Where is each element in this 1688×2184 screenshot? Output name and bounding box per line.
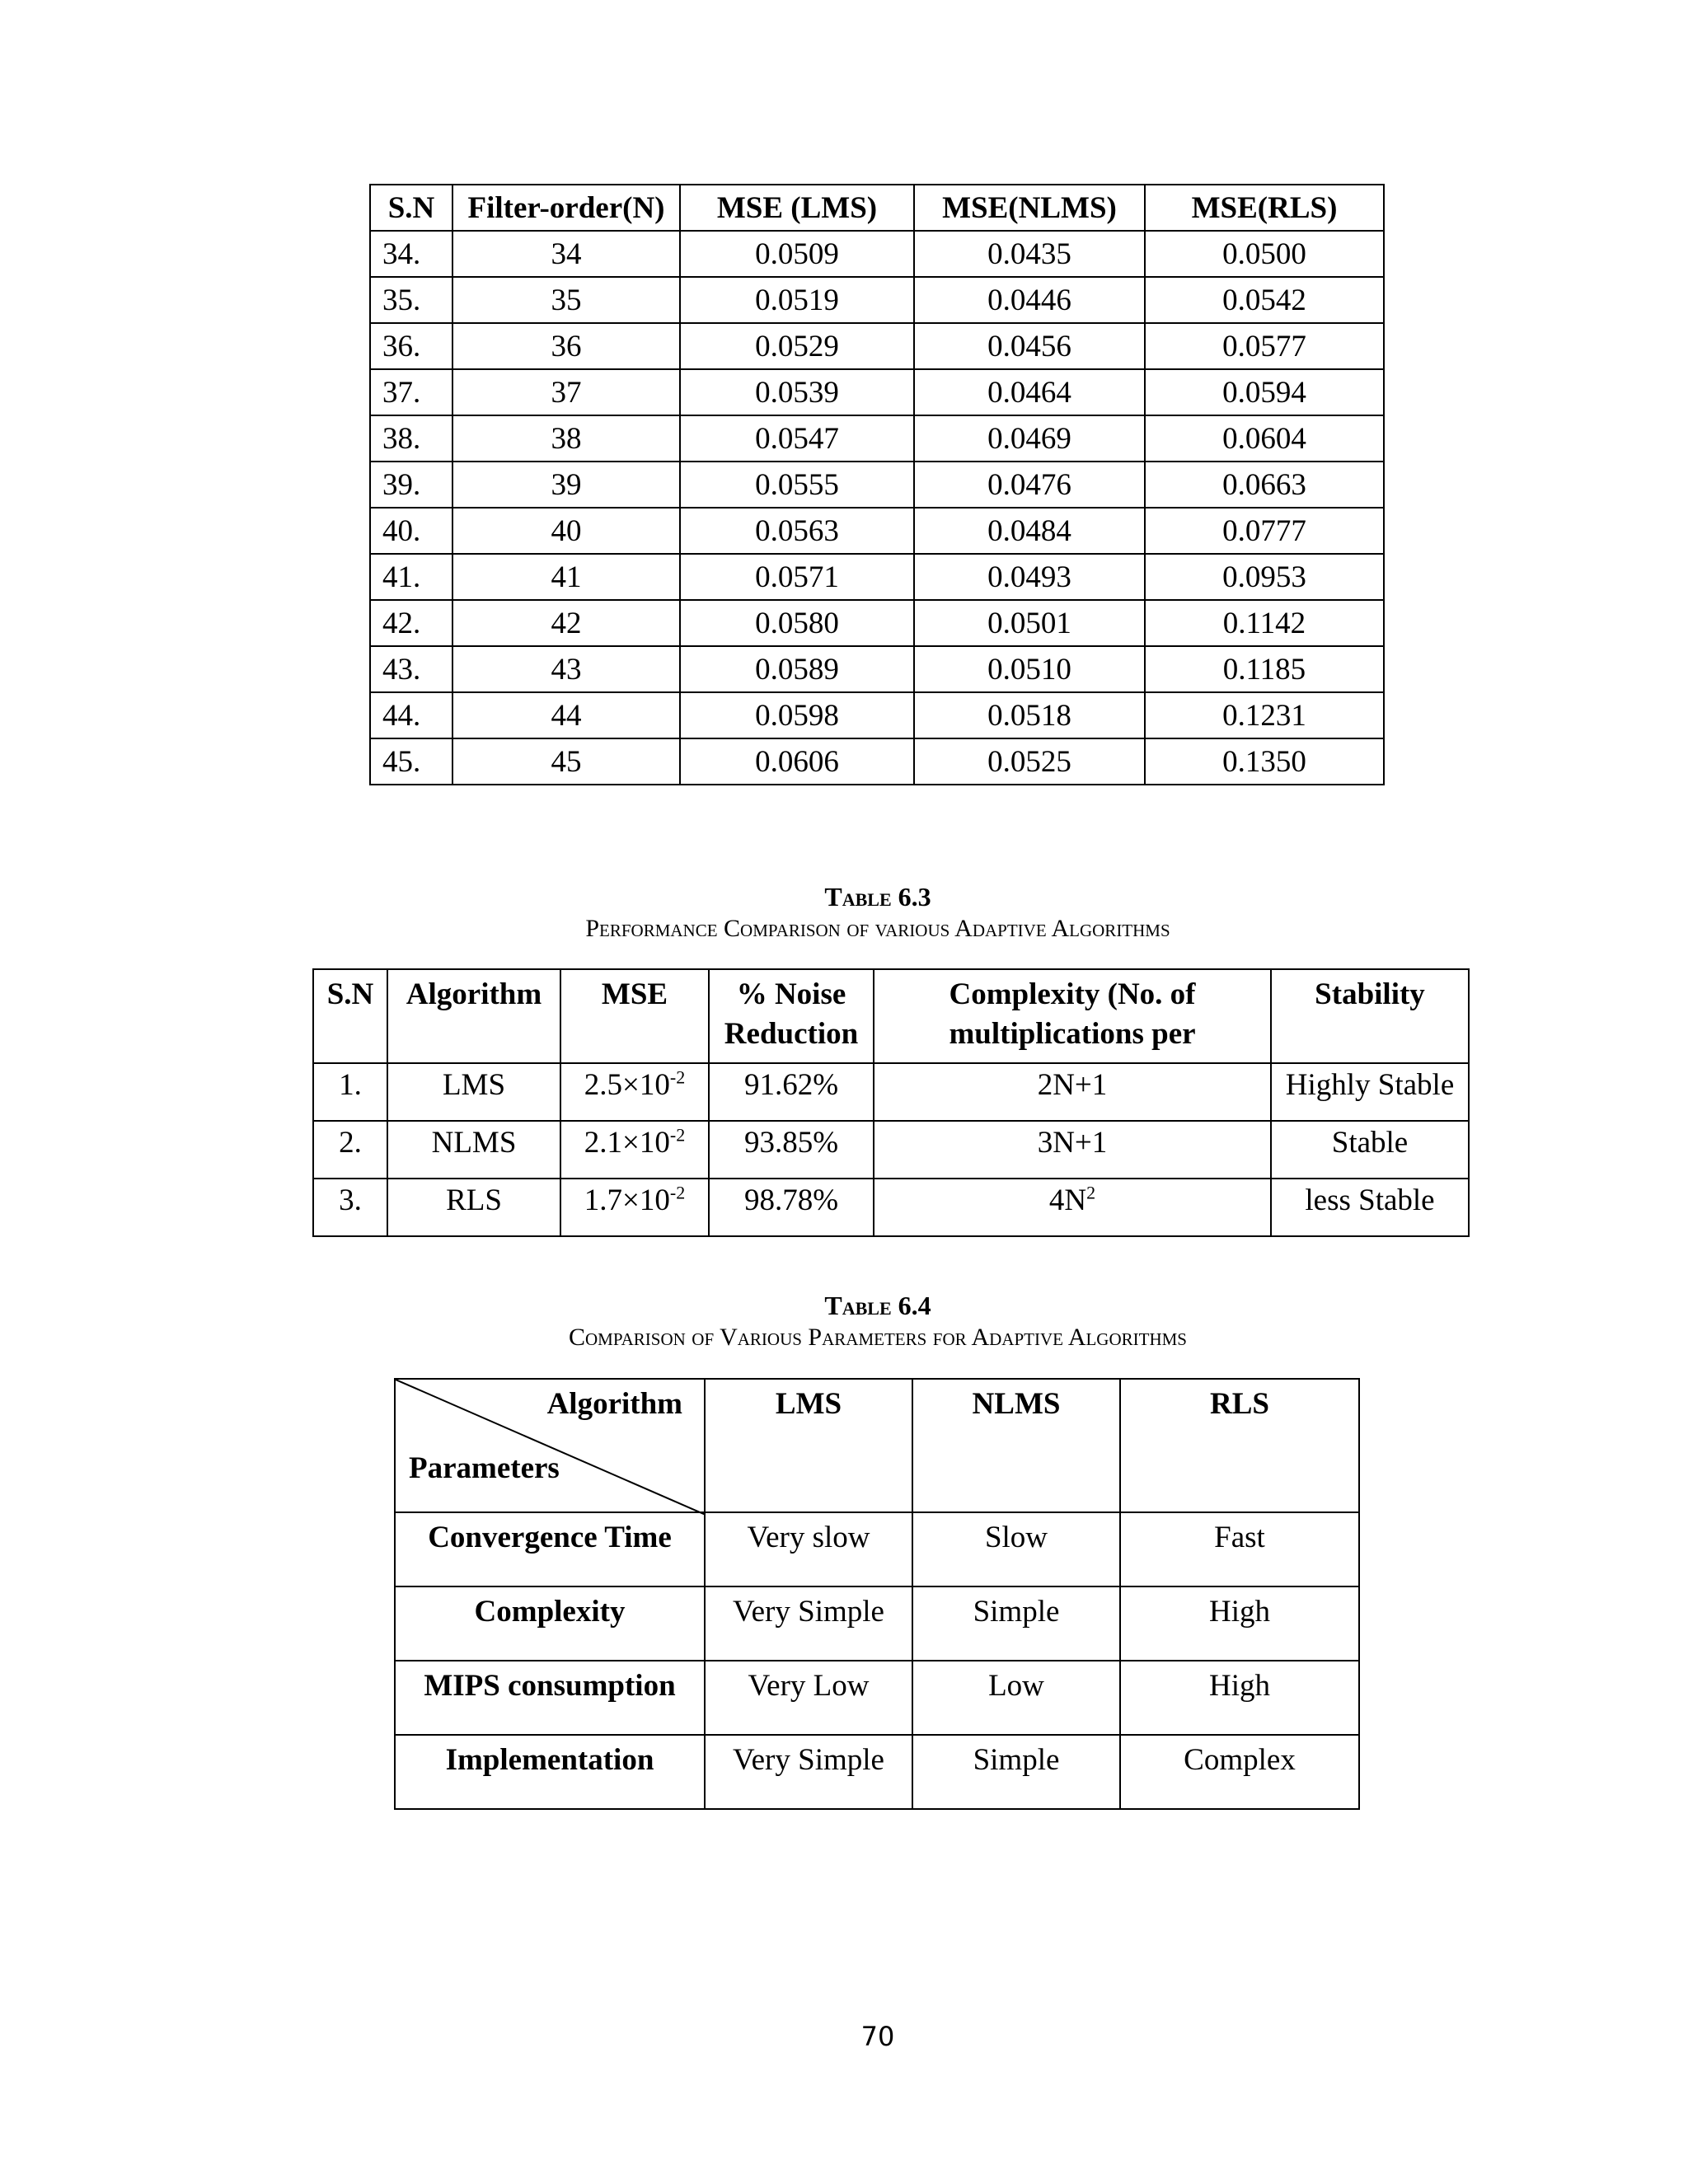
cell-sn: 43.: [370, 646, 452, 692]
cell-sn: 38.: [370, 415, 452, 462]
cell-mse-rls: 0.1350: [1145, 738, 1384, 785]
mse-base: 1.7×10: [584, 1183, 670, 1217]
table-6-3-title: Table 6.3: [824, 882, 931, 912]
table-6-3-subtitle: Performance Comparison of various Adaptive Algorithms: [585, 915, 1170, 942]
cell-mse-lms: 0.0509: [680, 231, 914, 277]
cell-sn: 39.: [370, 462, 452, 508]
diagonal-header-cell: [395, 1379, 705, 1512]
table-row: [395, 1586, 1359, 1661]
cell-mse-nlms: 0.0456: [914, 323, 1145, 369]
cell-mse-lms: 0.0547: [680, 415, 914, 462]
table-row: [313, 1121, 1469, 1179]
cell-stability: Highly Stable: [1271, 1063, 1469, 1121]
table-row: [370, 600, 1384, 646]
cell-lms: Very Low: [705, 1661, 912, 1735]
performance-comparison-table: [312, 968, 1470, 1237]
mse-exponent: -2: [669, 1124, 686, 1146]
cell-filter-order: 45: [452, 738, 680, 785]
cell-rls: Fast: [1120, 1512, 1359, 1586]
cell-sn: 34.: [370, 231, 452, 277]
table-row: [395, 1735, 1359, 1809]
cell-mse-rls: 0.1231: [1145, 692, 1384, 738]
cell-filter-order: 44: [452, 692, 680, 738]
cell-filter-order: 38: [452, 415, 680, 462]
cell-rls: High: [1120, 1661, 1359, 1735]
cell-mse-rls: 0.0604: [1145, 415, 1384, 462]
cell-mse-rls: 0.0953: [1145, 554, 1384, 600]
cell-mse-rls: 0.0594: [1145, 369, 1384, 415]
cell-complexity: [874, 1063, 1271, 1121]
cell-sn: 41.: [370, 554, 452, 600]
cell-sn: 2.: [313, 1121, 387, 1179]
table-row: [370, 738, 1384, 785]
table-row: [370, 415, 1384, 462]
header-complexity-line2: multiplications per: [949, 1017, 1196, 1051]
cell-mse-nlms: 0.0464: [914, 369, 1145, 415]
cell-filter-order: 39: [452, 462, 680, 508]
cell-sn: 1.: [313, 1063, 387, 1121]
cell-stability: less Stable: [1271, 1179, 1469, 1236]
cell-mse-lms: 0.0555: [680, 462, 914, 508]
cell-algorithm: NLMS: [387, 1121, 560, 1179]
cell-parameter: Implementation: [395, 1735, 705, 1809]
cell-mse: [560, 1179, 709, 1236]
header-sn: S.N: [313, 969, 387, 1063]
cell-parameter: MIPS consumption: [395, 1661, 705, 1735]
complexity-value: 4N: [1048, 1183, 1087, 1217]
header-noise-line1: % Noise: [736, 977, 846, 1011]
header-mse-rls: MSE(RLS): [1145, 185, 1384, 231]
cell-noise-reduction: 98.78%: [709, 1179, 874, 1236]
table-row: [313, 1063, 1469, 1121]
table-header-row: [395, 1379, 1359, 1512]
cell-mse-nlms: 0.0518: [914, 692, 1145, 738]
cell-filter-order: 37: [452, 369, 680, 415]
header-mse-nlms: MSE(NLMS): [914, 185, 1145, 231]
cell-algorithm: RLS: [387, 1179, 560, 1236]
cell-mse-rls: 0.0663: [1145, 462, 1384, 508]
header-nlms: NLMS: [912, 1379, 1120, 1512]
cell-mse-lms: 0.0529: [680, 323, 914, 369]
cell-sn: 40.: [370, 508, 452, 554]
cell-nlms: Simple: [912, 1735, 1120, 1809]
cell-sn: 37.: [370, 369, 452, 415]
table-row: [370, 231, 1384, 277]
table-6-4-title: Table 6.4: [824, 1291, 931, 1320]
cell-lms: Very Simple: [705, 1735, 912, 1809]
table-row: [313, 1179, 1469, 1236]
complexity-value: 3N+1: [1037, 1126, 1108, 1160]
mse-filter-order-table: [369, 184, 1385, 785]
table-header-row: [313, 969, 1469, 1063]
header-filter-order: Filter-order(N): [452, 185, 680, 231]
header-complexity-line1: Complexity (No. of: [949, 977, 1196, 1011]
cell-mse-lms: 0.0571: [680, 554, 914, 600]
cell-parameter: Convergence Time: [395, 1512, 705, 1586]
header-algorithm: Algorithm: [387, 969, 560, 1063]
table-row: [370, 692, 1384, 738]
cell-filter-order: 36: [452, 323, 680, 369]
cell-mse-nlms: 0.0446: [914, 277, 1145, 323]
header-noise-line2: Reduction: [724, 1017, 859, 1051]
complexity-value: 2N+1: [1037, 1068, 1108, 1102]
table-header-row: [370, 185, 1384, 231]
cell-sn: 3.: [313, 1179, 387, 1236]
corner-algorithm-label: Algorithm: [546, 1387, 682, 1421]
table-6-4-subtitle: Comparison of Various Parameters for Adaptive Algorithms: [569, 1324, 1187, 1351]
cell-mse-nlms: 0.0493: [914, 554, 1145, 600]
cell-sn: 35.: [370, 277, 452, 323]
cell-filter-order: 35: [452, 277, 680, 323]
header-noise-reduction: [709, 969, 874, 1063]
cell-mse-nlms: 0.0501: [914, 600, 1145, 646]
table-row: [370, 462, 1384, 508]
header-sn: S.N: [370, 185, 452, 231]
cell-sn: 42.: [370, 600, 452, 646]
cell-mse-rls: 0.0777: [1145, 508, 1384, 554]
cell-noise-reduction: 93.85%: [709, 1121, 874, 1179]
table-row: [370, 554, 1384, 600]
cell-sn: 45.: [370, 738, 452, 785]
mse-exponent: -2: [669, 1066, 686, 1088]
table-row: [370, 646, 1384, 692]
cell-mse-lms: 0.0606: [680, 738, 914, 785]
cell-mse-lms: 0.0539: [680, 369, 914, 415]
cell-filter-order: 43: [452, 646, 680, 692]
cell-nlms: Simple: [912, 1586, 1120, 1661]
cell-mse-nlms: 0.0510: [914, 646, 1145, 692]
cell-rls: Complex: [1120, 1735, 1359, 1809]
cell-mse-nlms: 0.0525: [914, 738, 1145, 785]
table-row: [395, 1661, 1359, 1735]
cell-mse-rls: 0.0500: [1145, 231, 1384, 277]
cell-algorithm: LMS: [387, 1063, 560, 1121]
header-stability: Stability: [1271, 969, 1469, 1063]
cell-mse-rls: 0.0577: [1145, 323, 1384, 369]
table-row: [370, 369, 1384, 415]
table-row: [370, 323, 1384, 369]
mse-exponent: -2: [669, 1182, 686, 1203]
cell-filter-order: 40: [452, 508, 680, 554]
mse-base: 2.1×10: [584, 1126, 670, 1160]
cell-rls: High: [1120, 1586, 1359, 1661]
cell-mse: [560, 1121, 709, 1179]
cell-filter-order: 42: [452, 600, 680, 646]
header-rls: RLS: [1120, 1379, 1359, 1512]
cell-filter-order: 41: [452, 554, 680, 600]
cell-mse-lms: 0.0563: [680, 508, 914, 554]
page-number: 70: [860, 2021, 895, 2052]
cell-mse-lms: 0.0519: [680, 277, 914, 323]
cell-mse-nlms: 0.0476: [914, 462, 1145, 508]
corner-parameters-label: Parameters: [409, 1451, 560, 1485]
cell-mse-lms: 0.0589: [680, 646, 914, 692]
complexity-exponent: 2: [1086, 1182, 1096, 1203]
cell-mse-nlms: 0.0435: [914, 231, 1145, 277]
parameters-comparison-table: [394, 1378, 1360, 1810]
cell-complexity: [874, 1121, 1271, 1179]
cell-mse-rls: 0.0542: [1145, 277, 1384, 323]
cell-sn: 36.: [370, 323, 452, 369]
cell-complexity: [874, 1179, 1271, 1236]
cell-parameter: Complexity: [395, 1586, 705, 1661]
cell-lms: Very slow: [705, 1512, 912, 1586]
table-row: [370, 508, 1384, 554]
table-row: [395, 1512, 1359, 1586]
header-complexity: [874, 969, 1271, 1063]
cell-sn: 44.: [370, 692, 452, 738]
cell-filter-order: 34: [452, 231, 680, 277]
cell-lms: Very Simple: [705, 1586, 912, 1661]
mse-base: 2.5×10: [584, 1068, 670, 1102]
cell-mse: [560, 1063, 709, 1121]
cell-noise-reduction: 91.62%: [709, 1063, 874, 1121]
cell-mse-rls: 0.1142: [1145, 600, 1384, 646]
cell-stability: Stable: [1271, 1121, 1469, 1179]
cell-mse-rls: 0.1185: [1145, 646, 1384, 692]
cell-mse-lms: 0.0598: [680, 692, 914, 738]
cell-mse-lms: 0.0580: [680, 600, 914, 646]
cell-nlms: Low: [912, 1661, 1120, 1735]
cell-nlms: Slow: [912, 1512, 1120, 1586]
header-mse: MSE: [560, 969, 709, 1063]
table-row: [370, 277, 1384, 323]
header-lms: LMS: [705, 1379, 912, 1512]
cell-mse-nlms: 0.0469: [914, 415, 1145, 462]
header-mse-lms: MSE (LMS): [680, 185, 914, 231]
cell-mse-nlms: 0.0484: [914, 508, 1145, 554]
